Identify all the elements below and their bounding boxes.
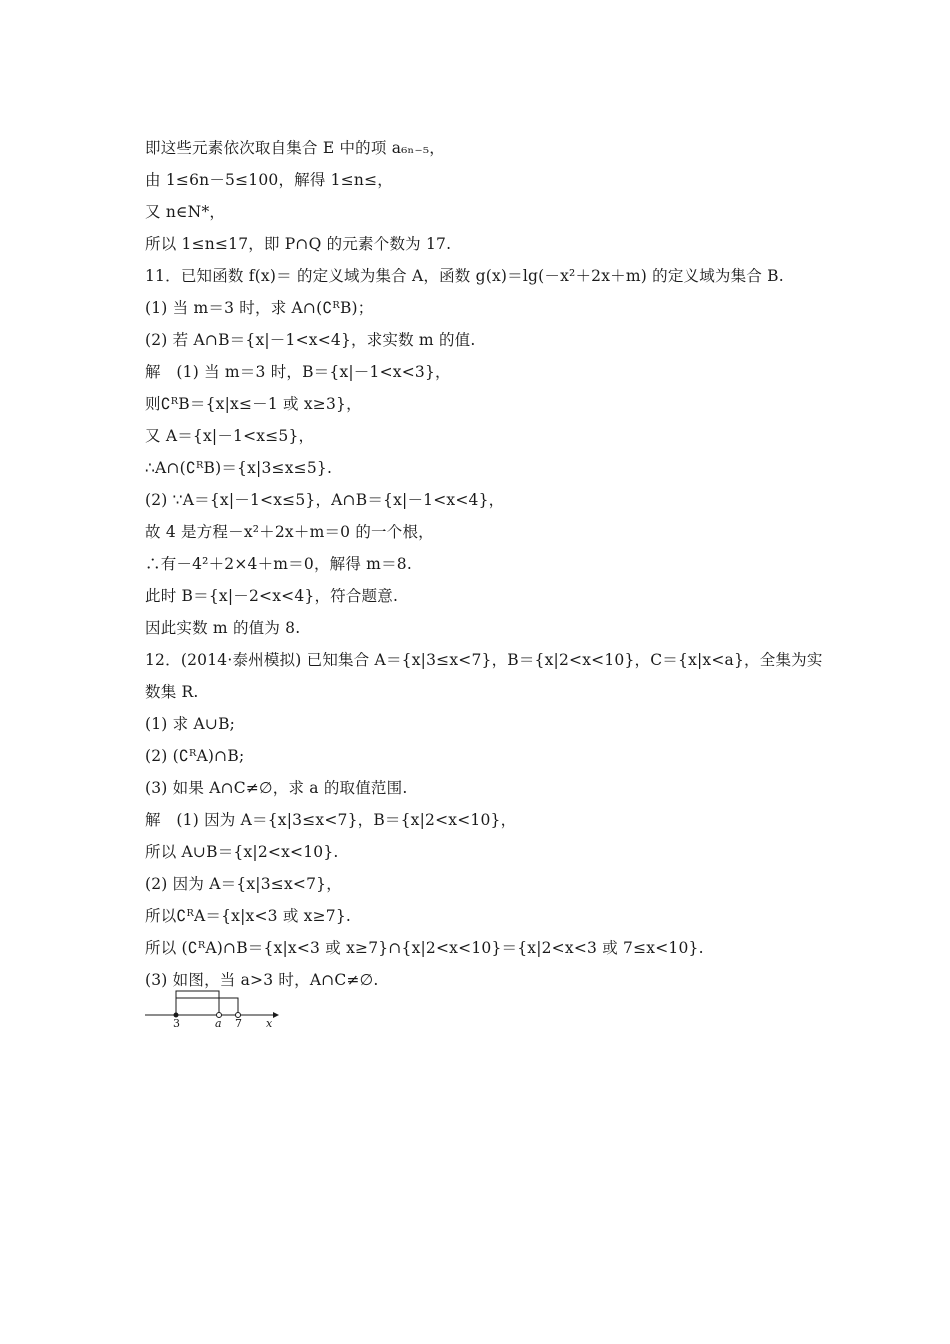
tick-label-7: 7 <box>235 1017 242 1030</box>
text-line: 又 n∈N*， <box>145 203 226 221</box>
text-line: 所以 1≤n≤17，即 P∩Q 的元素个数为 17. <box>145 235 452 253</box>
text-line: (3) 如果 A∩C≠∅，求 a 的取值范围. <box>145 779 408 797</box>
text-line: (2) 因为 A＝{x|3≤x<7}， <box>145 875 342 893</box>
text-line: 又 A＝{x|－1<x≤5}， <box>145 427 315 445</box>
tick-label-3: 3 <box>173 1017 180 1030</box>
text-line: (1) 当 m＝3 时，求 A∩(∁ᴿB)； <box>145 299 374 317</box>
text-line: ∴有－4²＋2×4＋m＝0，解得 m＝8. <box>145 555 412 573</box>
tick-label-a: a <box>215 1017 222 1030</box>
faint-watermark <box>730 1285 920 1325</box>
text-line: 此时 B＝{x|－2<x<4}，符合题意. <box>145 587 399 605</box>
text-line: 由 1≤6n－5≤100，解得 1≤n≤， <box>145 171 393 189</box>
text-line: (1) 求 A∪B; <box>145 715 236 733</box>
text-line: (2) 若 A∩B＝{x|－1<x<4}，求实数 m 的值. <box>145 331 476 349</box>
solution-12-start: 解 (1) 因为 A＝{x|3≤x<7}，B＝{x|2<x<10}， <box>145 811 517 829</box>
text-line: 即这些元素依次取自集合 E 中的项 a₆ₙ₋₅， <box>145 139 445 157</box>
text-line: 数集 R. <box>145 683 199 701</box>
set-a-bracket <box>176 998 238 1015</box>
number-line-svg <box>145 990 285 1030</box>
problem-12-statement: 12．(2014·泰州模拟) 已知集合 A＝{x|3≤x<7}，B＝{x|2<x<10}，C＝{x|x<a}，全集为实 <box>145 651 823 669</box>
axis-label-x: x <box>266 1017 273 1030</box>
text-line: 所以∁ᴿA＝{x|x<3 或 x≥7}. <box>145 907 352 925</box>
text-line: 则∁ᴿB＝{x|x≤－1 或 x≥3}， <box>145 395 362 413</box>
solution-11-start: 解 (1) 当 m＝3 时，B＝{x|－1<x<3}， <box>145 363 451 381</box>
problem-11-statement: 11．已知函数 f(x)＝ 的定义域为集合 A，函数 g(x)＝lg(－x²＋2x＋m) 的定义域为集合 B. <box>145 267 784 285</box>
text-line: (2) (∁ᴿA)∩B; <box>145 747 245 765</box>
text-line: (2) ∵A＝{x|－1<x≤5}，A∩B＝{x|－1<x<4}， <box>145 491 505 509</box>
text-line: 因此实数 m 的值为 8. <box>145 619 301 637</box>
text-line: ∴A∩(∁ᴿB)＝{x|3≤x≤5}. <box>145 459 333 477</box>
text-line: 故 4 是方程－x²＋2x＋m＝0 的一个根， <box>145 523 434 541</box>
set-c-bracket <box>176 991 219 1015</box>
text-line: 所以 (∁ᴿA)∩B＝{x|x<3 或 x≥7}∩{x|2<x<10}＝{x|2<x<3 或 7≤x<10}. <box>145 939 704 957</box>
text-line: 所以 A∪B＝{x|2<x<10}. <box>145 843 339 861</box>
axis-arrow-icon <box>273 1012 279 1018</box>
text-line: (3) 如图，当 a>3 时，A∩C≠∅. <box>145 971 379 989</box>
number-line-figure <box>145 990 285 1030</box>
